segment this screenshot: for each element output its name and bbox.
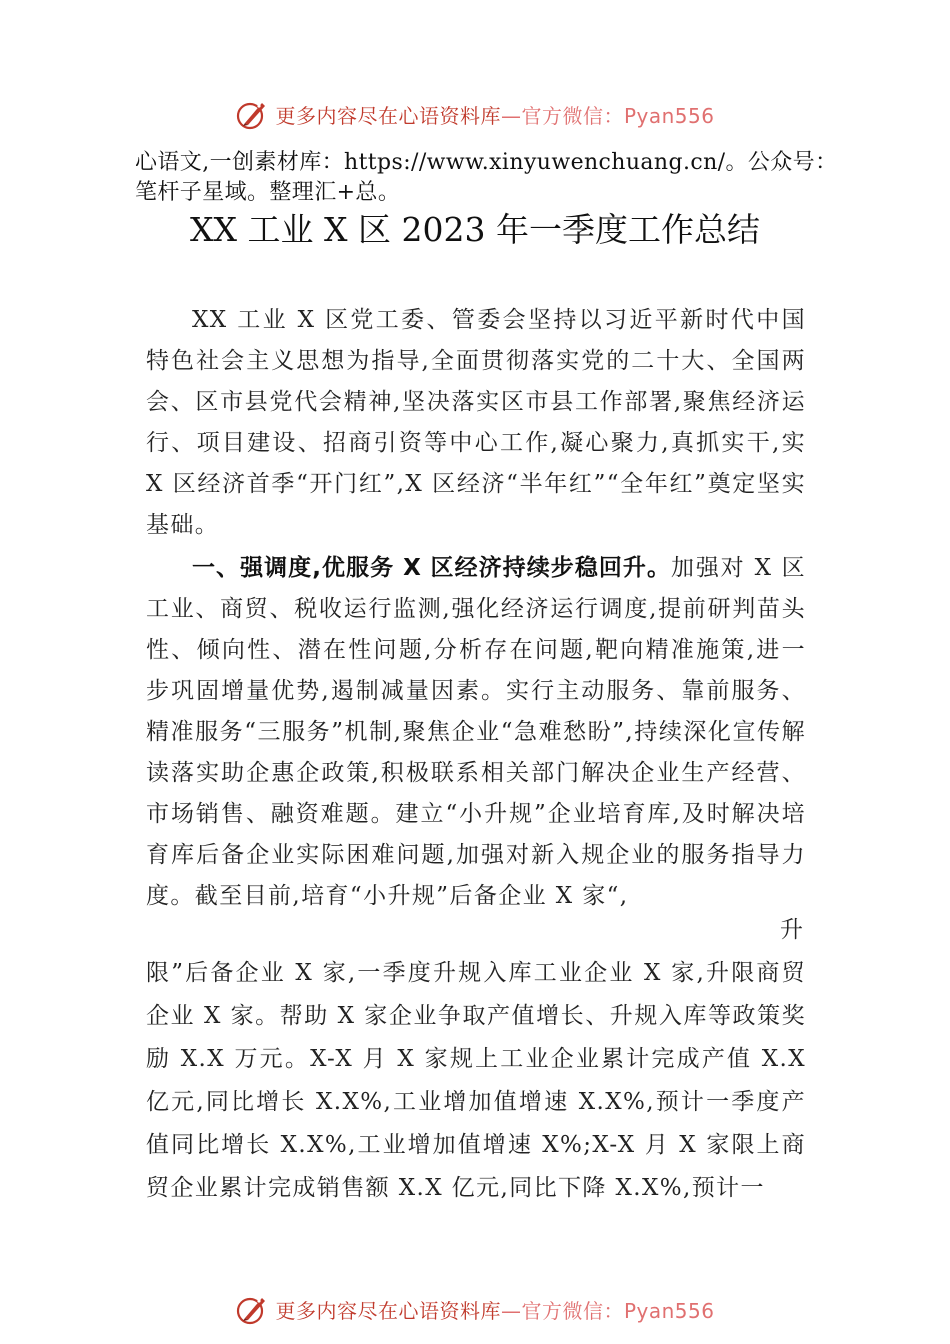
paragraph-continued: 限”后备企业 X 家,一季度升规入库工业企业 X 家,升限商贸企业 X 家。帮助 X 家企业争取产值增长、升规入库等政策奖励 X.X 万元。X-X 月 X 家规上工业企业累计完成产值 X.X 亿元,同比增长 X.X%,工业增加值增速 X.X%,预计一季度产值同比增长 X.X%,工业增加值增速 X%;X-X 月 X 家限上商贸企业累计完成销售额 X.X 亿元,同比下降 X.X%,预计一 [146,960,806,1201]
footer-watermark-banner [0,1289,950,1329]
paragraph-section-one [146,548,806,917]
banner-wechat-text: —官方微信：Pyan556 [500,1298,715,1323]
wrapped-character: 升 [780,917,803,943]
header-watermark-banner [0,94,950,134]
banner-brand-text: 更多内容尽在心语资料库 [275,1298,501,1323]
banner-brand-text: 更多内容尽在心语资料库 [275,103,501,128]
banner-text [275,100,714,129]
section-one-text: 加强对 X 区工业、商贸、税收运行监测,强化经济运行调度,提前研判苗头性、倾向性、潜在性问题,分析存在问题,靶向精准施策,进一步巩固增量优势,遏制减量因素。实行主动服务、靠前服务、精准服务“三服务”机制,聚焦企业“急难愁盼”,持续深化宣传解读落实助企惠企政策,积极联系相关部门解决企业生产经营、市场销售、融资难题。建立“小升规”企业培育库,及时解决培育库后备企业实际困难问题,加强对新入规企业的服务指导力度。截至目前,培育“小升规”后备企业 X 家“, [146,555,807,909]
page-title: XX 工业 X 区 2023 年一季度工作总结 [190,210,760,249]
pen-quill-logo-icon [235,1292,269,1326]
source-line: 心语文,一创素材库：https://www.xinyuwenchuang.cn/。公众号：笔杆子星域。整理汇+总。 [135,150,838,205]
section-heading: 一、强调度,优服务 X 区经济持续步稳回升。 [192,555,671,581]
paragraph-intro: XX 工业 X 区党工委、管委会坚持以习近平新时代中国特色社会主义思想为指导,全面贯彻落实党的二十大、全国两会、区市县党代会精神,坚决落实区市县工作部署,聚焦经济运行、项目建设、招商引资等中心工作,凝心聚力,真抓实干,实 X 区经济首季“开门红”,X 区经济“半年红”“全年红”奠定坚实基础。 [146,307,806,538]
banner-wechat-text: —官方微信：Pyan556 [500,103,715,128]
pen-quill-logo-icon [235,97,269,131]
banner-text [275,1295,714,1324]
